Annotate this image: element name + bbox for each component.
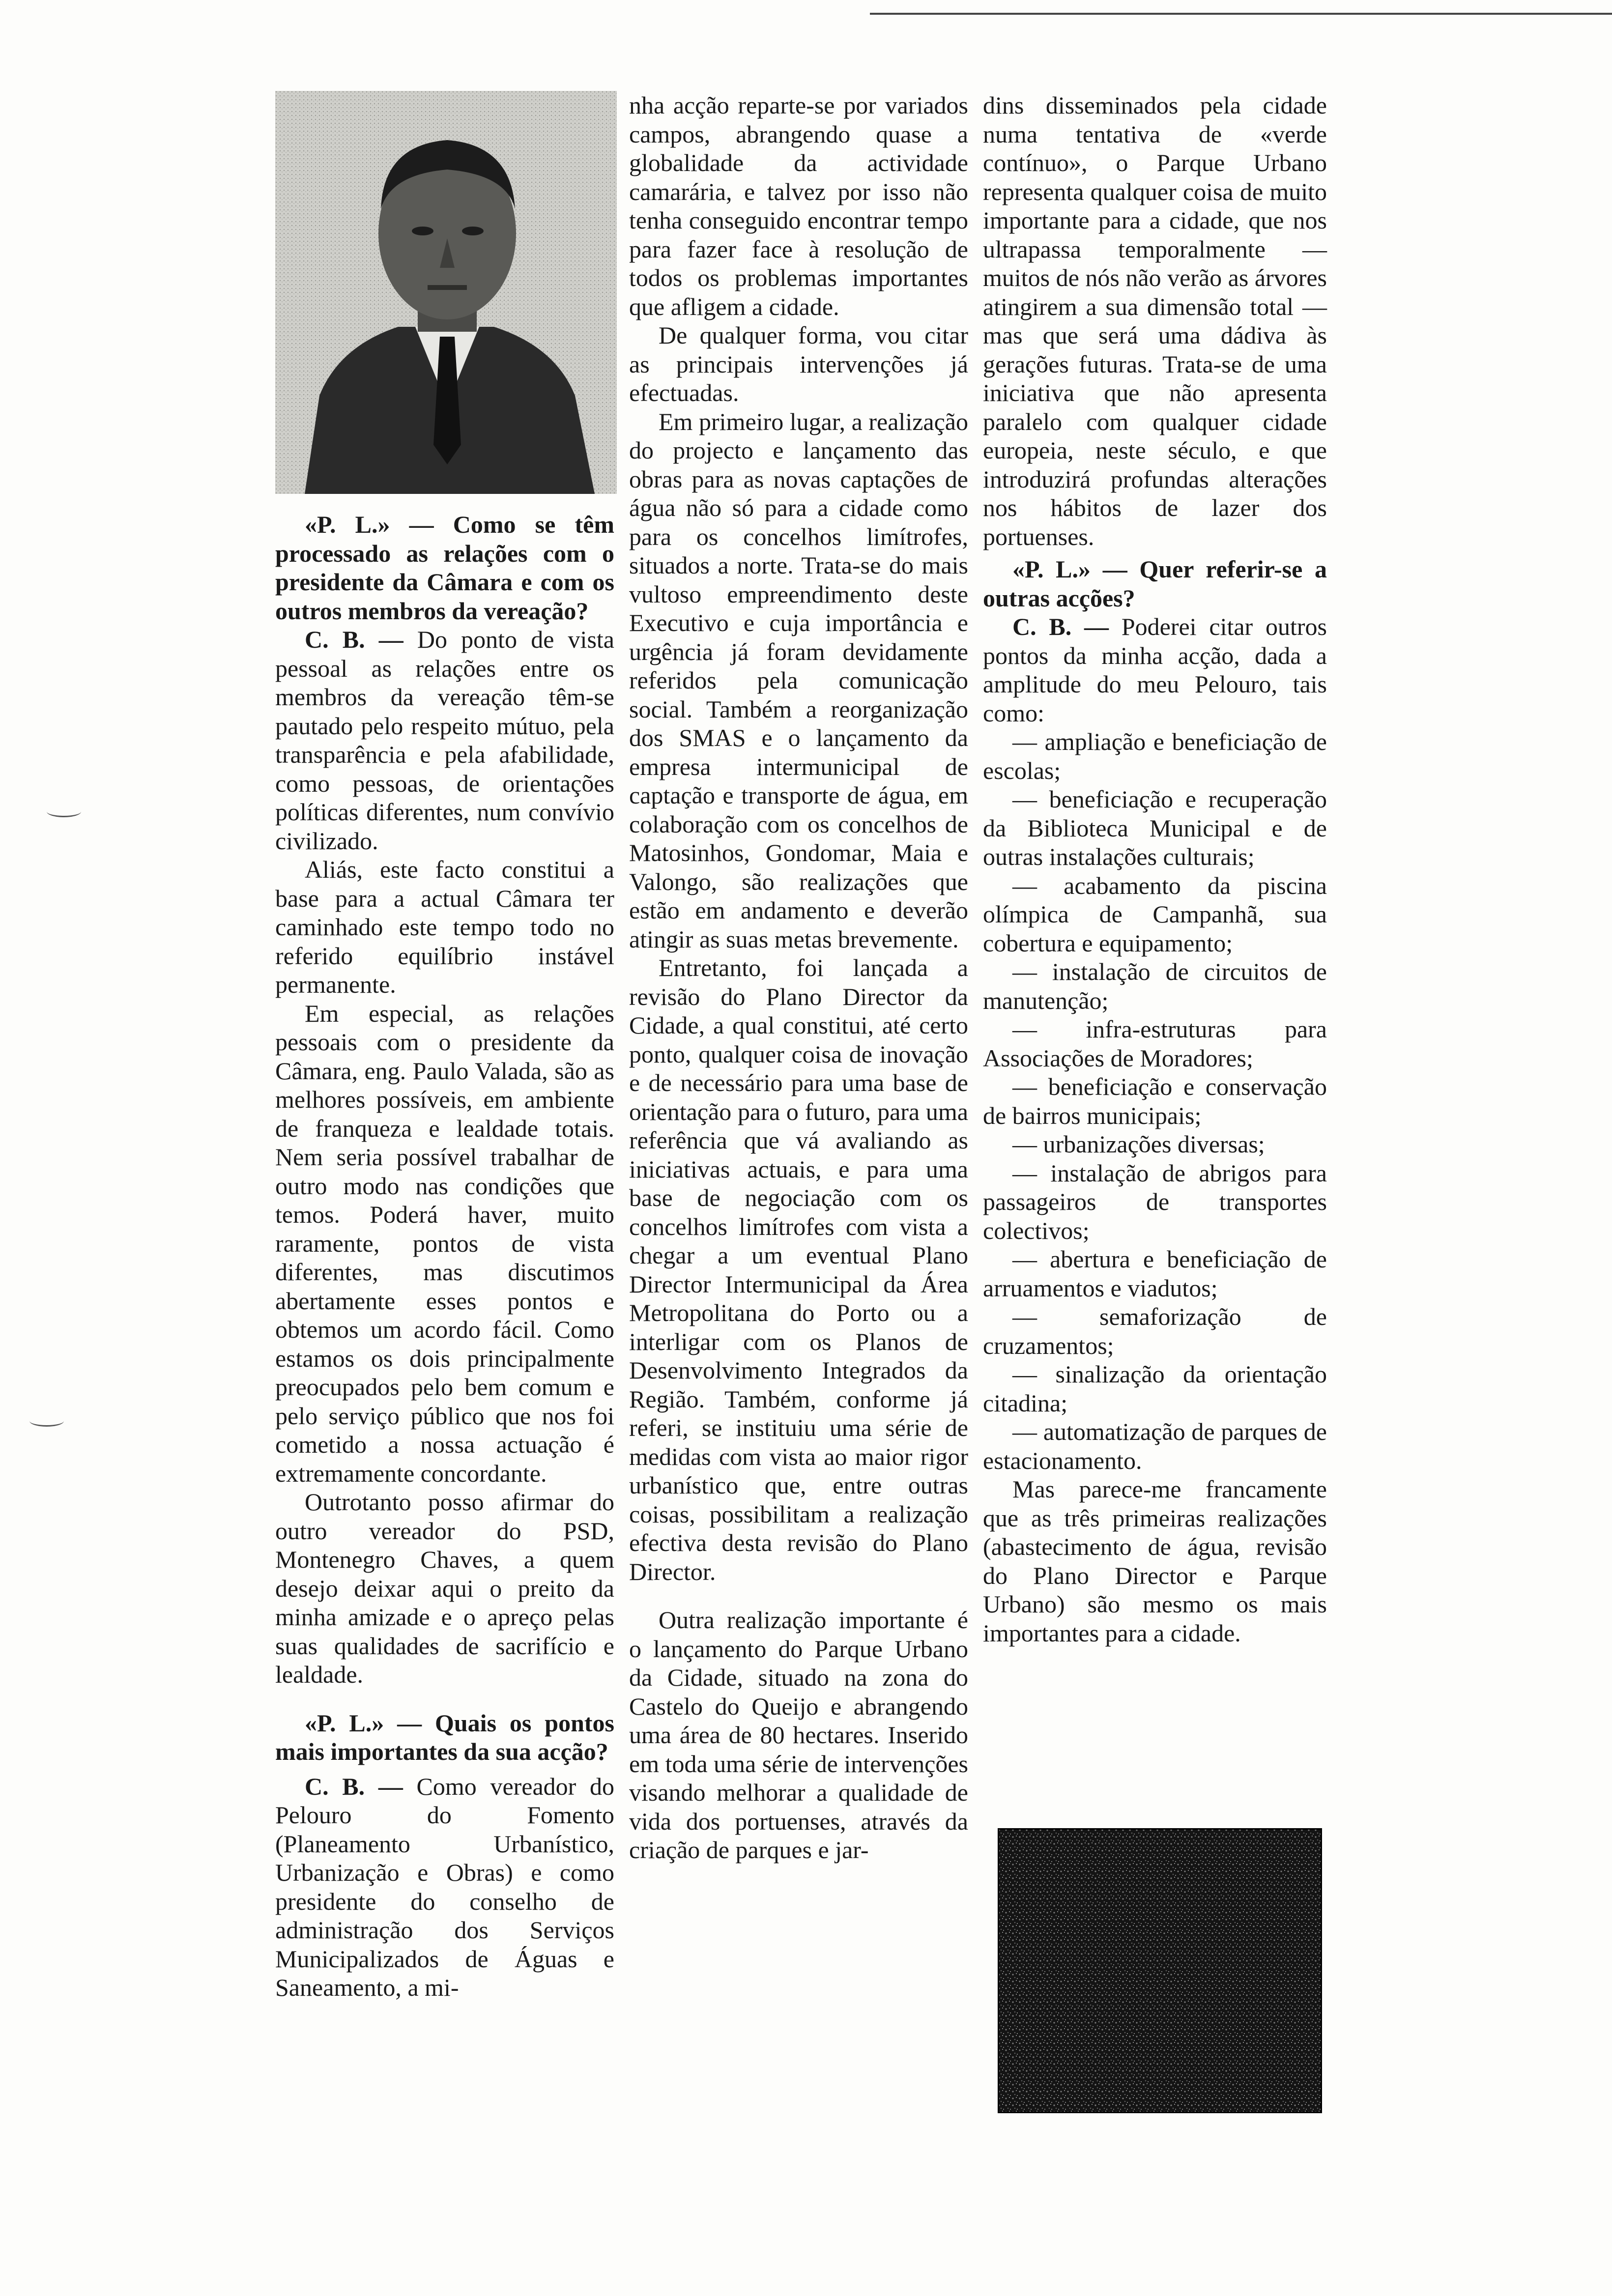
article-column-3 <box>983 91 1327 1647</box>
margin-mark <box>29 1415 64 1427</box>
list-item: — beneficiação e recuperação da Biblioteca Municipal e de outras instalações culturais; <box>983 785 1327 870</box>
margin-mark <box>47 806 81 817</box>
paragraph: dins disseminados pela cidade numa tentativa de «verde contínuo», o Parque Urbano representa qualquer coisa de muito importante para a cidade, que nos ultrapassa temporalmente — muitos de nós não verão as árvores atingirem a sua dimensão total — mas que será uma dádiva às gerações futuras. Trata-se de uma iniciativa que não apresenta paralelo com qualquer cidade europeia, neste século, e que introduzirá profundas alterações nos hábitos de lazer dos portuenses. <box>983 91 1327 550</box>
interview-question: «P. L.» — Como se têm processado as relações com o presidente da Câmara e com os outros membros da vereação? <box>275 511 614 625</box>
list-item: — urbanizações diversas; <box>1012 1130 1265 1158</box>
paragraph: Outrotanto posso afirmar do outro vereador do PSD, Montenegro Chaves, a quem desejo deixar aqui o preito da minha amizade e o apreço pelas suas qualidades de sacrifício e lealdade. <box>275 1488 614 1688</box>
answer-lead: C. B. — <box>305 626 403 653</box>
list-item: — sinalização da orientação citadina; <box>983 1360 1327 1417</box>
interview-question: «P. L.» — Quer referir-se a outras acções? <box>983 555 1327 612</box>
list-item: — infra-estruturas para Associações de Moradores; <box>983 1015 1327 1072</box>
interview-question: «P. L.» — Quais os pontos mais importantes da sua acção? <box>275 1709 614 1765</box>
answer-lead: C. B. — <box>305 1772 403 1800</box>
paragraph: Outra realização importante é o lançamento do Parque Urbano da Cidade, situado na zona do Castelo do Queijo e abrangendo uma área de 80 hectares. Inserido em toda uma série de intervenções visando melhorar a qualidade de vida dos portuenses, através da criação de parques e jar- <box>629 1606 968 1864</box>
paragraph: Em primeiro lugar, a realização do projecto e lançamento das obras para as novas captações de água não só para a cidade como para os concelhos limítrofes, situados a norte. Trata-se do mais vultoso empreendimento deste Executivo e cuja importância e urgência já foram devidamente referidos pela comunicação social. Também a reorganização dos SMAS e o lançamento da empresa intermunicipal de captação e transporte de água, em colaboração com os concelhos de Matosinhos, Gondomar, Maia e Valongo, são realizações que estão em andamento e deverão atingir as suas metas brevemente. <box>629 407 968 953</box>
paragraph: Entretanto, foi lançada a revisão do Plano Director da Cidade, a qual constitui, até certo ponto, qualquer coisa de inovação e de necessário para uma base de orientação para o futuro, para uma referência que vá avaliando as iniciativas actuais, e para uma base de negociação com os concelhos limítrofes com vista a chegar a um eventual Plano Director Intermunicipal da Área Metropolitana do Porto ou a interligar com os Planos de Desenvolvimento Integrados da Região. Também, conforme já referi, se instituiu uma série de medidas com vista ao maior rigor urbanístico que, entre outras coisas, possibilitam a realização efectiva desta revisão do Plano Director. <box>629 954 968 1585</box>
paragraph: Aliás, este facto constitui a base para a actual Câmara ter caminhado este tempo todo no referido equilíbrio instável permanente. <box>275 856 614 998</box>
article-column-2 <box>629 91 968 1865</box>
action-list <box>983 727 1327 1475</box>
list-item: — semaforização de cruzamentos; <box>983 1303 1327 1359</box>
list-item: — acabamento da piscina olímpica de Campanhã, sua cobertura e equipamento; <box>983 871 1327 957</box>
answer-lead: C. B. — <box>1012 613 1109 640</box>
list-item: — ampliação e beneficiação de escolas; <box>983 728 1327 784</box>
portrait-photo <box>275 91 617 494</box>
paragraph: nha acção reparte-se por variados campos, abrangendo quase a globalidade da actividade camarária, e talvez por isso não tenha conseguido encontrar tempo para fazer face à resolução de todos os problemas importantes que afligem a cidade. <box>629 91 968 320</box>
paragraph: Como vereador do Pelouro do Fomento (Planeamento Urbanístico, Urbanização e Obras) e como presidente do conselho de administração dos Serviços Municipalizados de Águas e Saneamento, a mi- <box>275 1772 614 2001</box>
paragraph: Poderei citar outros pontos da minha acção, dada a amplitude do meu Pelouro, tais como: <box>983 613 1327 727</box>
paragraph: Mas parece-me francamente que as três primeiras realizações (abastecimento de água, revisão do Plano Director e Parque Urbano) são mesmo os mais importantes para a cidade. <box>983 1475 1327 1647</box>
list-item: — instalação de circuitos de manutenção; <box>983 958 1327 1014</box>
article-column-1 <box>275 506 614 2002</box>
list-item: — beneficiação e conservação de bairros municipais; <box>983 1073 1327 1129</box>
paragraph: Do ponto de vista pessoal as relações entre os membros da vereação têm-se pautado pelo respeito mútuo, pela transparência e pela afabilidade, como pessoas, de orientações políticas diferentes, num convívio civilizado. <box>275 626 614 855</box>
list-item: — automatização de parques de estacionamento. <box>983 1418 1327 1474</box>
list-item: — instalação de abrigos para passageiros de transportes colectivos; <box>983 1159 1327 1244</box>
top-rule <box>870 13 1612 15</box>
dark-photo <box>998 1828 1322 2113</box>
paragraph: Em especial, as relações pessoais com o presidente da Câmara, eng. Paulo Valada, são as melhores possíveis, em ambiente de franqueza e lealdade totais. Nem seria possível trabalhar de outro modo nas condições que temos. Poderá haver, muito raramente, pontos de vista diferentes, mas discutimos abertamente esses pontos e obtemos um acordo fácil. Como estamos os dois principalmente preocupados pelo bem comum e pelo serviço público que nos foi cometido a nossa actuação é extremamente concordante. <box>275 999 614 1487</box>
list-item: — abertura e beneficiação de arruamentos e viadutos; <box>983 1245 1327 1302</box>
paragraph: De qualquer forma, vou citar as principais intervenções já efectuadas. <box>629 321 968 406</box>
